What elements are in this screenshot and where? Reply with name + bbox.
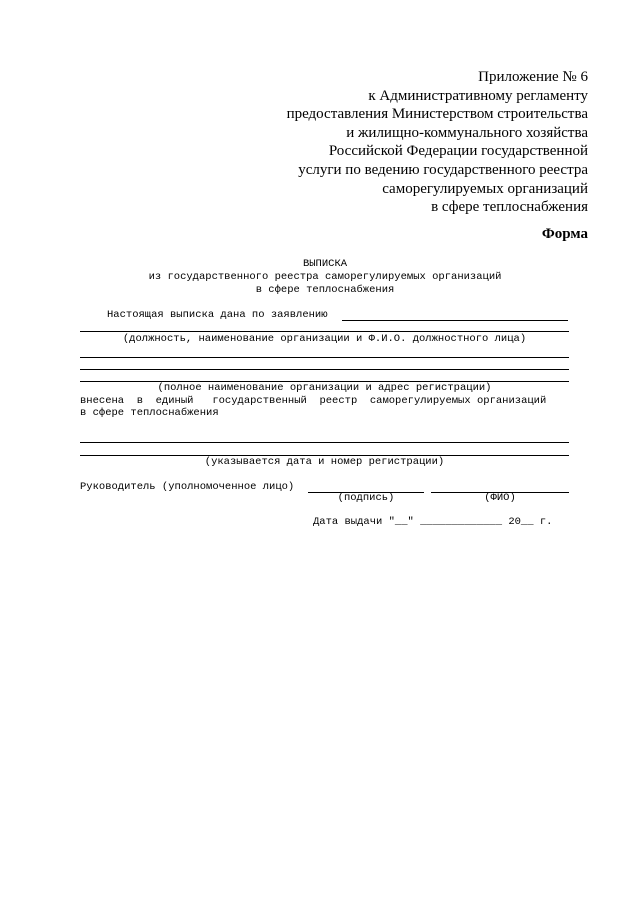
appendix-header — [287, 68, 588, 217]
header-line: Российской Федерации государственной — [328, 143, 588, 160]
statement-prefix: Настоящая выписка дана по заявлению — [107, 309, 328, 321]
org-field-line — [80, 369, 569, 370]
document-subtitle: в сфере теплоснабжения — [255, 284, 395, 296]
form-label: Форма — [541, 226, 588, 242]
registration-field-line — [80, 442, 569, 443]
head-label: Руководитель (уполномоченное лицо) — [80, 481, 295, 493]
header-line: услуги по ведению государственного реестра — [298, 161, 588, 178]
fio-hint: (ФИО) — [484, 492, 516, 504]
position-hint: (должность, наименование организации и Ф.И.О. должностного лица) — [122, 333, 527, 345]
document-subtitle: из государственного реестра саморегулируемых организаций — [148, 271, 502, 283]
included-text: в сфере теплоснабжения — [80, 407, 219, 419]
header-line: предоставления Министерством строительства — [286, 106, 588, 123]
org-hint: (полное наименование организации и адрес регистрации) — [157, 382, 492, 394]
org-field-line — [80, 357, 569, 358]
header-line: к Административному регламенту — [368, 87, 588, 104]
issue-date: Дата выдачи "__" _____________ 20__ г. — [313, 516, 553, 528]
application-field-line — [342, 320, 568, 321]
header-line: в сфере теплоснабжения — [431, 199, 588, 216]
registration-hint: (указывается дата и номер регистрации) — [204, 456, 445, 468]
position-field-line — [80, 331, 569, 332]
header-line: и жилищно-коммунального хозяйства — [346, 124, 588, 141]
document-title: ВЫПИСКА — [302, 258, 348, 270]
signature-hint: (подпись) — [337, 492, 395, 504]
header-line: саморегулируемых организаций — [382, 180, 588, 197]
included-text: внесена в единый государственный реестр саморегулируемых организаций — [80, 395, 547, 407]
header-line: Приложение № 6 — [478, 69, 588, 85]
